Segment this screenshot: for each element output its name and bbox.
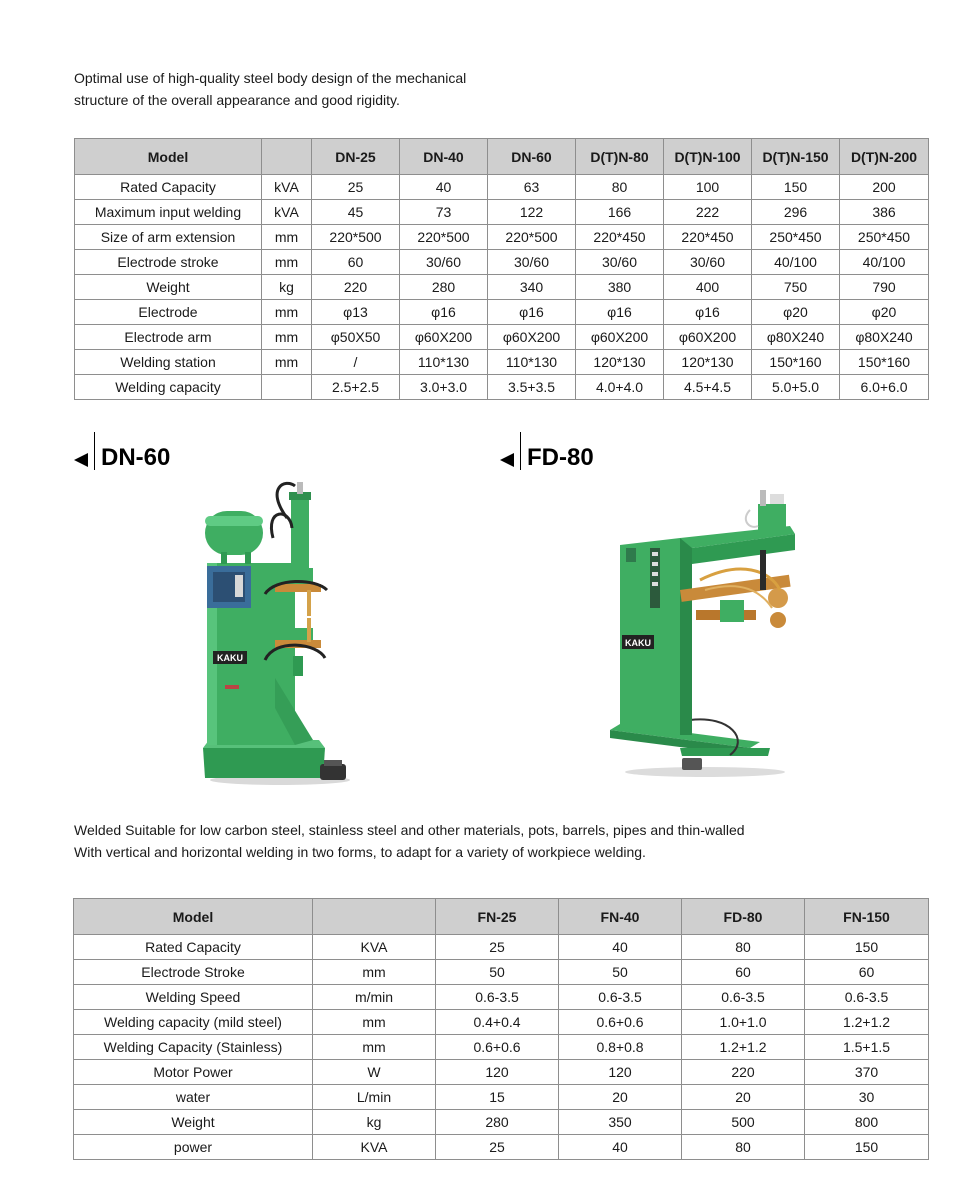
row-label-cell: Welding capacity bbox=[75, 375, 262, 400]
table-row bbox=[75, 250, 929, 275]
table-row bbox=[74, 1010, 929, 1035]
value-cell: 30/60 bbox=[576, 250, 664, 275]
row-label-cell: Weight bbox=[75, 275, 262, 300]
row-label-cell: Electrode arm bbox=[75, 325, 262, 350]
value-cell: 280 bbox=[400, 275, 488, 300]
value-cell: 0.6-3.5 bbox=[805, 985, 929, 1010]
heading-divider bbox=[94, 432, 95, 470]
header-cell bbox=[313, 899, 436, 935]
header-cell: D(T)N-80 bbox=[576, 139, 664, 175]
value-cell: 6.0+6.0 bbox=[840, 375, 929, 400]
value-cell: 280 bbox=[436, 1110, 559, 1135]
value-cell: 220*500 bbox=[488, 225, 576, 250]
header-cell: D(T)N-100 bbox=[664, 139, 752, 175]
unit-cell: mm bbox=[262, 225, 312, 250]
value-cell: 166 bbox=[576, 200, 664, 225]
row-label-cell: water bbox=[74, 1085, 313, 1110]
table-row bbox=[74, 985, 929, 1010]
header-cell bbox=[262, 139, 312, 175]
value-cell: 30/60 bbox=[664, 250, 752, 275]
value-cell: 120 bbox=[436, 1060, 559, 1085]
intro-line-1: Optimal use of high-quality steel body design of the mechanical bbox=[74, 70, 467, 86]
intro-line-2: structure of the overall appearance and good rigidity. bbox=[74, 92, 400, 108]
table-row bbox=[75, 225, 929, 250]
table-row bbox=[75, 175, 929, 200]
intro-text bbox=[74, 67, 466, 111]
dn60-machine-image bbox=[195, 478, 365, 788]
value-cell: 63 bbox=[488, 175, 576, 200]
unit-cell: L/min bbox=[313, 1085, 436, 1110]
value-cell: 200 bbox=[840, 175, 929, 200]
value-cell: 20 bbox=[559, 1085, 682, 1110]
value-cell: 0.6+0.6 bbox=[559, 1010, 682, 1035]
value-cell: 500 bbox=[682, 1110, 805, 1135]
value-cell: 150 bbox=[752, 175, 840, 200]
row-label-cell: Weight bbox=[74, 1110, 313, 1135]
value-cell: 150*160 bbox=[840, 350, 929, 375]
row-label-cell: Rated Capacity bbox=[74, 935, 313, 960]
value-cell: 220 bbox=[312, 275, 400, 300]
value-cell: φ60X200 bbox=[576, 325, 664, 350]
header-cell: FN-40 bbox=[559, 899, 682, 935]
row-label-cell: Welding Capacity (Stainless) bbox=[74, 1035, 313, 1060]
value-cell: 15 bbox=[436, 1085, 559, 1110]
value-cell: 80 bbox=[682, 1135, 805, 1160]
unit-cell: mm bbox=[262, 250, 312, 275]
value-cell: 370 bbox=[805, 1060, 929, 1085]
value-cell: 60 bbox=[312, 250, 400, 275]
header-cell: FD-80 bbox=[682, 899, 805, 935]
table-row bbox=[75, 350, 929, 375]
value-cell: 110*130 bbox=[488, 350, 576, 375]
value-cell: 30/60 bbox=[488, 250, 576, 275]
value-cell: 0.6-3.5 bbox=[682, 985, 805, 1010]
table-row bbox=[74, 1060, 929, 1085]
value-cell: 1.0+1.0 bbox=[682, 1010, 805, 1035]
value-cell: 1.2+1.2 bbox=[805, 1010, 929, 1035]
unit-cell: KVA bbox=[313, 935, 436, 960]
value-cell: 40 bbox=[400, 175, 488, 200]
value-cell: φ13 bbox=[312, 300, 400, 325]
value-cell: 340 bbox=[488, 275, 576, 300]
value-cell: 40/100 bbox=[752, 250, 840, 275]
table-row bbox=[75, 200, 929, 225]
unit-cell: W bbox=[313, 1060, 436, 1085]
header-cell: FN-150 bbox=[805, 899, 929, 935]
table-header-row bbox=[74, 899, 929, 935]
row-label-cell: Motor Power bbox=[74, 1060, 313, 1085]
row-label-cell: Welding station bbox=[75, 350, 262, 375]
value-cell: 0.4+0.4 bbox=[436, 1010, 559, 1035]
table-row bbox=[75, 300, 929, 325]
header-cell: DN-60 bbox=[488, 139, 576, 175]
value-cell: 1.5+1.5 bbox=[805, 1035, 929, 1060]
table-row bbox=[74, 960, 929, 985]
unit-cell: mm bbox=[313, 960, 436, 985]
value-cell: 250*450 bbox=[752, 225, 840, 250]
unit-cell: KVA bbox=[313, 1135, 436, 1160]
value-cell: 4.0+4.0 bbox=[576, 375, 664, 400]
unit-cell: mm bbox=[262, 325, 312, 350]
header-cell: FN-25 bbox=[436, 899, 559, 935]
row-label-cell: Electrode bbox=[75, 300, 262, 325]
value-cell: 50 bbox=[559, 960, 682, 985]
table-row bbox=[75, 275, 929, 300]
value-cell: 80 bbox=[576, 175, 664, 200]
unit-cell: kg bbox=[262, 275, 312, 300]
row-label-cell: power bbox=[74, 1135, 313, 1160]
description-line-2: With vertical and horizontal welding in two forms, to adapt for a variety of workpiece welding. bbox=[74, 844, 646, 860]
value-cell: 120 bbox=[559, 1060, 682, 1085]
heading-divider bbox=[520, 432, 521, 470]
value-cell: 220*450 bbox=[664, 225, 752, 250]
value-cell: 800 bbox=[805, 1110, 929, 1135]
table-row bbox=[74, 1035, 929, 1060]
value-cell: 250*450 bbox=[840, 225, 929, 250]
value-cell: 40 bbox=[559, 1135, 682, 1160]
value-cell: 3.0+3.0 bbox=[400, 375, 488, 400]
product-title: FD-80 bbox=[527, 444, 594, 471]
description-text bbox=[74, 819, 745, 863]
unit-cell: mm bbox=[313, 1010, 436, 1035]
value-cell: 350 bbox=[559, 1110, 682, 1135]
value-cell: 60 bbox=[805, 960, 929, 985]
value-cell: 80 bbox=[682, 935, 805, 960]
value-cell: φ20 bbox=[840, 300, 929, 325]
table-header-row bbox=[75, 139, 929, 175]
table-row bbox=[74, 1085, 929, 1110]
unit-cell: m/min bbox=[313, 985, 436, 1010]
value-cell: 220 bbox=[682, 1060, 805, 1085]
header-cell: D(T)N-150 bbox=[752, 139, 840, 175]
value-cell: 296 bbox=[752, 200, 840, 225]
value-cell: φ60X200 bbox=[488, 325, 576, 350]
value-cell: 400 bbox=[664, 275, 752, 300]
product-heading-fd80 bbox=[500, 432, 594, 470]
value-cell: 386 bbox=[840, 200, 929, 225]
value-cell: 5.0+5.0 bbox=[752, 375, 840, 400]
table-row bbox=[75, 375, 929, 400]
unit-cell: mm bbox=[262, 300, 312, 325]
table-row bbox=[74, 935, 929, 960]
value-cell: φ16 bbox=[664, 300, 752, 325]
unit-cell: kg bbox=[313, 1110, 436, 1135]
value-cell: 20 bbox=[682, 1085, 805, 1110]
value-cell: 4.5+4.5 bbox=[664, 375, 752, 400]
seam-welder-spec-table bbox=[73, 898, 929, 1160]
value-cell: φ80X240 bbox=[752, 325, 840, 350]
table-row bbox=[75, 325, 929, 350]
value-cell: φ50X50 bbox=[312, 325, 400, 350]
row-label-cell: Welding Speed bbox=[74, 985, 313, 1010]
value-cell: 220*500 bbox=[312, 225, 400, 250]
product-title: DN-60 bbox=[101, 444, 171, 471]
header-cell: DN-40 bbox=[400, 139, 488, 175]
unit-cell: mm bbox=[313, 1035, 436, 1060]
value-cell: φ16 bbox=[576, 300, 664, 325]
unit-cell: kVA bbox=[262, 200, 312, 225]
value-cell: 750 bbox=[752, 275, 840, 300]
value-cell: 120*130 bbox=[576, 350, 664, 375]
value-cell: φ20 bbox=[752, 300, 840, 325]
unit-cell: mm bbox=[262, 350, 312, 375]
brand-label: KAKU bbox=[217, 653, 243, 663]
header-cell: Model bbox=[74, 899, 313, 935]
row-label-cell: Size of arm extension bbox=[75, 225, 262, 250]
value-cell: 40/100 bbox=[840, 250, 929, 275]
value-cell: 790 bbox=[840, 275, 929, 300]
row-label-cell: Electrode stroke bbox=[75, 250, 262, 275]
row-label-cell: Rated Capacity bbox=[75, 175, 262, 200]
value-cell: 25 bbox=[312, 175, 400, 200]
row-label-cell: Welding capacity (mild steel) bbox=[74, 1010, 313, 1035]
table-row bbox=[74, 1110, 929, 1135]
value-cell: 73 bbox=[400, 200, 488, 225]
value-cell: φ60X200 bbox=[664, 325, 752, 350]
value-cell: 122 bbox=[488, 200, 576, 225]
value-cell: 100 bbox=[664, 175, 752, 200]
value-cell: 60 bbox=[682, 960, 805, 985]
value-cell: 222 bbox=[664, 200, 752, 225]
value-cell: / bbox=[312, 350, 400, 375]
value-cell: 220*500 bbox=[400, 225, 488, 250]
value-cell: 150 bbox=[805, 1135, 929, 1160]
brand-label: KAKU bbox=[625, 638, 651, 648]
spot-welder-spec-table bbox=[74, 138, 929, 400]
value-cell: 50 bbox=[436, 960, 559, 985]
value-cell: 150 bbox=[805, 935, 929, 960]
row-label-cell: Electrode Stroke bbox=[74, 960, 313, 985]
product-heading-dn60 bbox=[74, 432, 170, 470]
value-cell: 40 bbox=[559, 935, 682, 960]
value-cell: 2.5+2.5 bbox=[312, 375, 400, 400]
table-row bbox=[74, 1135, 929, 1160]
value-cell: φ16 bbox=[488, 300, 576, 325]
table-body bbox=[74, 935, 929, 1160]
unit-cell bbox=[262, 375, 312, 400]
value-cell: 0.6-3.5 bbox=[559, 985, 682, 1010]
value-cell: φ80X240 bbox=[840, 325, 929, 350]
fd80-machine-image bbox=[610, 490, 810, 780]
value-cell: 150*160 bbox=[752, 350, 840, 375]
table-body bbox=[75, 175, 929, 400]
row-label-cell: Maximum input welding bbox=[75, 200, 262, 225]
value-cell: 220*450 bbox=[576, 225, 664, 250]
value-cell: φ60X200 bbox=[400, 325, 488, 350]
value-cell: 25 bbox=[436, 935, 559, 960]
value-cell: 380 bbox=[576, 275, 664, 300]
unit-cell: kVA bbox=[262, 175, 312, 200]
value-cell: 110*130 bbox=[400, 350, 488, 375]
value-cell: 0.6-3.5 bbox=[436, 985, 559, 1010]
value-cell: 3.5+3.5 bbox=[488, 375, 576, 400]
value-cell: 45 bbox=[312, 200, 400, 225]
value-cell: 30 bbox=[805, 1085, 929, 1110]
arrow-left-icon bbox=[74, 453, 88, 467]
description-line-1: Welded Suitable for low carbon steel, stainless steel and other materials, pots, barrels, pipes and thin-walled bbox=[74, 822, 745, 838]
value-cell: 0.6+0.6 bbox=[436, 1035, 559, 1060]
header-cell: Model bbox=[75, 139, 262, 175]
arrow-left-icon bbox=[500, 453, 514, 467]
value-cell: 1.2+1.2 bbox=[682, 1035, 805, 1060]
value-cell: 0.8+0.8 bbox=[559, 1035, 682, 1060]
header-cell: D(T)N-200 bbox=[840, 139, 929, 175]
value-cell: 25 bbox=[436, 1135, 559, 1160]
value-cell: 120*130 bbox=[664, 350, 752, 375]
value-cell: φ16 bbox=[400, 300, 488, 325]
header-cell: DN-25 bbox=[312, 139, 400, 175]
value-cell: 30/60 bbox=[400, 250, 488, 275]
